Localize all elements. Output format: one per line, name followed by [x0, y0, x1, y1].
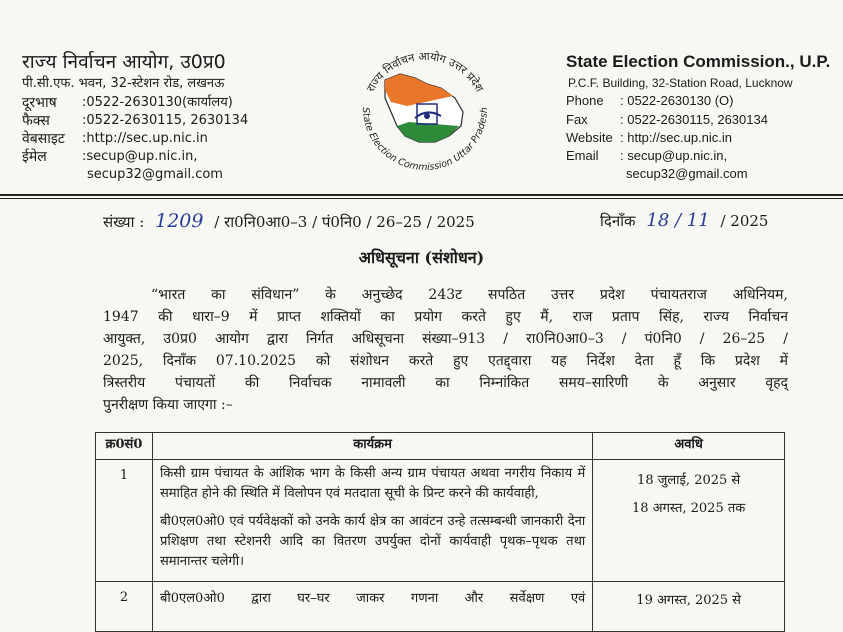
website-link-english[interactable]: : http://sec.up.nic.in: [620, 130, 733, 145]
emblem-svg: [345, 38, 505, 188]
row-activity: [152, 582, 592, 632]
paragraph-line-6: पुनरीक्षण किया जाएगा :–: [103, 397, 233, 413]
paragraph-line-2: 1947 की धारा–9 में प्राप्त शक्तियों का प्रयोग करते हुए मैं, राज प्रताप सिंह, राज्य निर्वाचन: [103, 309, 788, 325]
email-label-english: Email: [566, 148, 599, 163]
header-activity: कार्यक्रम: [152, 433, 592, 460]
phone-value-english: : 0522-2630130 (O): [620, 93, 734, 108]
row-serial: 2: [96, 582, 153, 632]
fax-label-hindi: फैक्स: [22, 113, 50, 129]
email-link-hindi[interactable]: :secup@up.nic.in,: [82, 149, 198, 164]
activity-paragraph-1: बी0एल0ओ0 द्वारा घर–घर जाकर गणना और सर्वेक्षण एवं: [159, 591, 586, 606]
address-hindi: पी.सी.एफ. भवन, 32-स्टेशन रोड, लखनऊ: [22, 76, 225, 91]
row-activity: [152, 460, 592, 582]
header-serial: क्र0सं0: [96, 433, 153, 460]
header-divider-thin: [0, 198, 843, 199]
phone-label-english: Phone: [566, 93, 604, 108]
notice-title: अधिसूचना (संशोधन): [358, 248, 485, 267]
row-serial: 1: [96, 460, 153, 582]
reference-number: [103, 210, 475, 232]
reference-date-label: दिनाँक: [600, 212, 636, 230]
header-period: अवधि: [593, 433, 785, 460]
row-period: [593, 582, 785, 632]
address-english: P.C.F. Building, 32-Station Road, Lucknow: [568, 76, 793, 90]
emblem-hindi-arc: राज्य निर्वाचन आयोग उत्तर प्रदेश: [364, 49, 486, 95]
email-label-hindi: ईमेल: [22, 149, 47, 165]
paragraph-line-1: “भारत का संविधान” के अनुच्छेद 243ट सपठित उत्तर प्रदेश पंचायतराज अधिनियम,: [151, 287, 788, 303]
table-row: [96, 582, 785, 632]
schedule-table: [95, 432, 785, 632]
org-name-hindi: राज्य निर्वाचन आयोग, उ0प्र0: [22, 51, 226, 73]
email-link-english[interactable]: : secup@up.nic.in,: [620, 148, 728, 163]
fax-value-hindi: :0522-2630115, 2630134: [82, 113, 249, 128]
table-header-row: [96, 433, 785, 460]
org-name-english: State Election Commission., U.P.: [566, 52, 831, 71]
handwritten-date: 18 / 11: [646, 210, 710, 231]
reference-number-label: संख्या :: [103, 213, 145, 231]
header-divider: [0, 194, 843, 196]
website-link-hindi[interactable]: :http://sec.up.nic.in: [82, 131, 208, 146]
reference-number-rest: / रा0नि0आ0–3 / पं0नि0 / 26–25 / 2025: [214, 213, 475, 231]
handwritten-number: 1209: [155, 210, 204, 232]
email-link-english-2[interactable]: secup32@gmail.com: [626, 166, 748, 181]
period-to: 18 अगस्त, 2025 तक: [631, 501, 746, 516]
email-link-hindi-2[interactable]: secup32@gmail.com: [87, 167, 223, 182]
reference-date-rest: / 2025: [720, 212, 769, 230]
fax-value-english: : 0522-2630115, 2630134: [620, 112, 768, 127]
activity-paragraph-2: बी0एल0ओ0 एवं पर्यवेक्षकों को उनके कार्य क्षेत्र का आवंटन उन्हे तत्सम्बन्धी जानकारी देना प्रशिक्षण तथा स्टेशनरी आदि का वितरण उपर्युक्त दोनों कार्यवाही पृथक–पृथक तथा समानान्तर चलेगी।: [159, 514, 586, 569]
period-from: 19 अगस्त, 2025 से: [636, 593, 741, 608]
paragraph-line-4: 2025, दिनाँक 07.10.2025 को संशोधन करते हुए एतद्द्वारा यह निर्देश देता हूँ कि प्रदेश में: [103, 353, 788, 369]
reference-date: [600, 210, 768, 231]
website-label-hindi: वेबसाइट: [22, 131, 65, 147]
period-from: 18 जुलाई, 2025 से: [637, 473, 741, 488]
chakra-dot: [424, 113, 430, 119]
row-period: [593, 460, 785, 582]
paragraph-line-3: आयुक्त, उ0प्र0 आयोग द्वारा निर्गत अधिसूचना संख्या–913 / रा0नि0आ0–3 / पं0नि0 / 26–25 /: [103, 331, 788, 347]
phone-label-hindi: दूरभाष: [22, 95, 57, 111]
website-label-english: Website: [566, 130, 613, 145]
fax-label-english: Fax: [566, 112, 588, 127]
emblem-english-arc: State Election Commission Uttar Pradesh: [359, 106, 491, 174]
paragraph-line-5: त्रिस्तरीय पंचायतों की निर्वाचक नामावली का निम्नांकित समय–सारिणी के अनुसार वृहद्: [103, 375, 788, 391]
table-row: [96, 460, 785, 582]
activity-paragraph-1: किसी ग्राम पंचायत के आंशिक भाग के किसी अन्य ग्राम पंचायत अथवा नगरीय निकाय में समाहित होने की स्थिति में विलोपन एवं मतदाता सूची के प्रिन्ट करने की कार्यवाही,: [159, 466, 586, 501]
phone-value-hindi: :0522-2630130(कार्यालय): [82, 95, 233, 110]
state-election-commission-emblem: [345, 38, 505, 188]
